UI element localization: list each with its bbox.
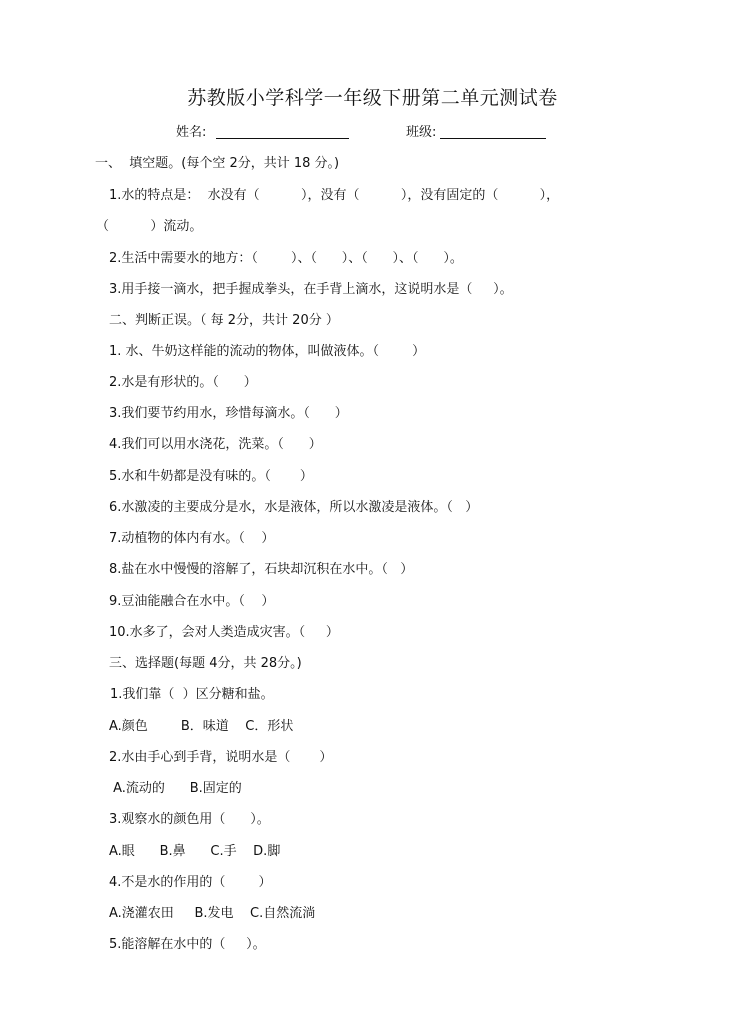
question-3-3: 3.观察水的颜色用（ ）。 — [109, 812, 270, 827]
name-label: 姓名: — [176, 125, 207, 140]
section-3-heading: 三、选择题(每题 4分，共 28分。) — [109, 656, 302, 671]
question-3-4-options: A.浇灌农田 B.发电 C.自然流淌 — [109, 906, 316, 921]
question-2-4: 4.我们可以用水浇花，洗菜。（ ） — [109, 437, 322, 452]
section-2-heading: 二、判断正误。（ 每 2分，共计 20分 ） — [109, 313, 339, 328]
question-2-8: 8.盐在水中慢慢的溶解了，石块却沉积在水中。（ ） — [109, 562, 414, 577]
document-title: 苏教版小学科学一年级下册第二单元测试卷 — [187, 87, 558, 109]
question-2-9: 9.豆油能融合在水中。（ ） — [109, 594, 275, 609]
question-3-4: 4.不是水的作用的（ ） — [109, 875, 272, 890]
question-2-10: 10.水多了，会对人类造成灾害。（ ） — [109, 625, 339, 640]
question-3-5: 5.能溶解在水中的（ ）。 — [109, 937, 266, 952]
section-1-heading: 一、 填空题。(每个空 2分，共计 18 分。) — [95, 156, 340, 171]
question-1-2: 2.生活中需要水的地方：（ ）、（ ）、（ ）、（ ）。 — [109, 251, 463, 266]
question-1-1-line-1: 1.水的特点是： 水没有（ ），没有（ ），没有固定的（ ）， — [109, 188, 560, 203]
question-3-3-options: A.眼 B.鼻 C.手 D.脚 — [109, 844, 281, 859]
question-2-6: 6.水激凌的主要成分是水，水是液体，所以水激凌是液体。（ ） — [109, 500, 479, 515]
question-1-3: 3.用手接一滴水，把手握成拳头，在手背上滴水，这说明水是（ ）。 — [109, 282, 513, 297]
question-3-2-options: A.流动的 B.固定的 — [109, 781, 242, 796]
class-label: 班级: — [406, 125, 437, 140]
question-3-1: 1.我们靠（ ）区分糖和盐。 — [110, 687, 274, 702]
question-3-2: 2.水由手心到手背，说明水是（ ） — [109, 750, 333, 765]
question-2-3: 3.我们要节约用水，珍惜每滴水。（ ） — [109, 406, 348, 421]
question-1-1-line-2: （ ）流动。 — [96, 219, 203, 234]
class-blank-line[interactable] — [440, 138, 546, 139]
question-2-1: 1. 水、牛奶这样能的流动的物体，叫做液体。（ ） — [109, 344, 426, 359]
name-blank-line[interactable] — [216, 138, 349, 139]
question-3-1-options: A.颜色 B．味道 C．形状 — [109, 719, 294, 734]
question-2-5: 5.水和牛奶都是没有味的。（ ） — [109, 469, 313, 484]
question-2-7: 7.动植物的体内有水。（ ） — [109, 531, 275, 546]
question-2-2: 2.水是有形状的。（ ） — [109, 375, 257, 390]
